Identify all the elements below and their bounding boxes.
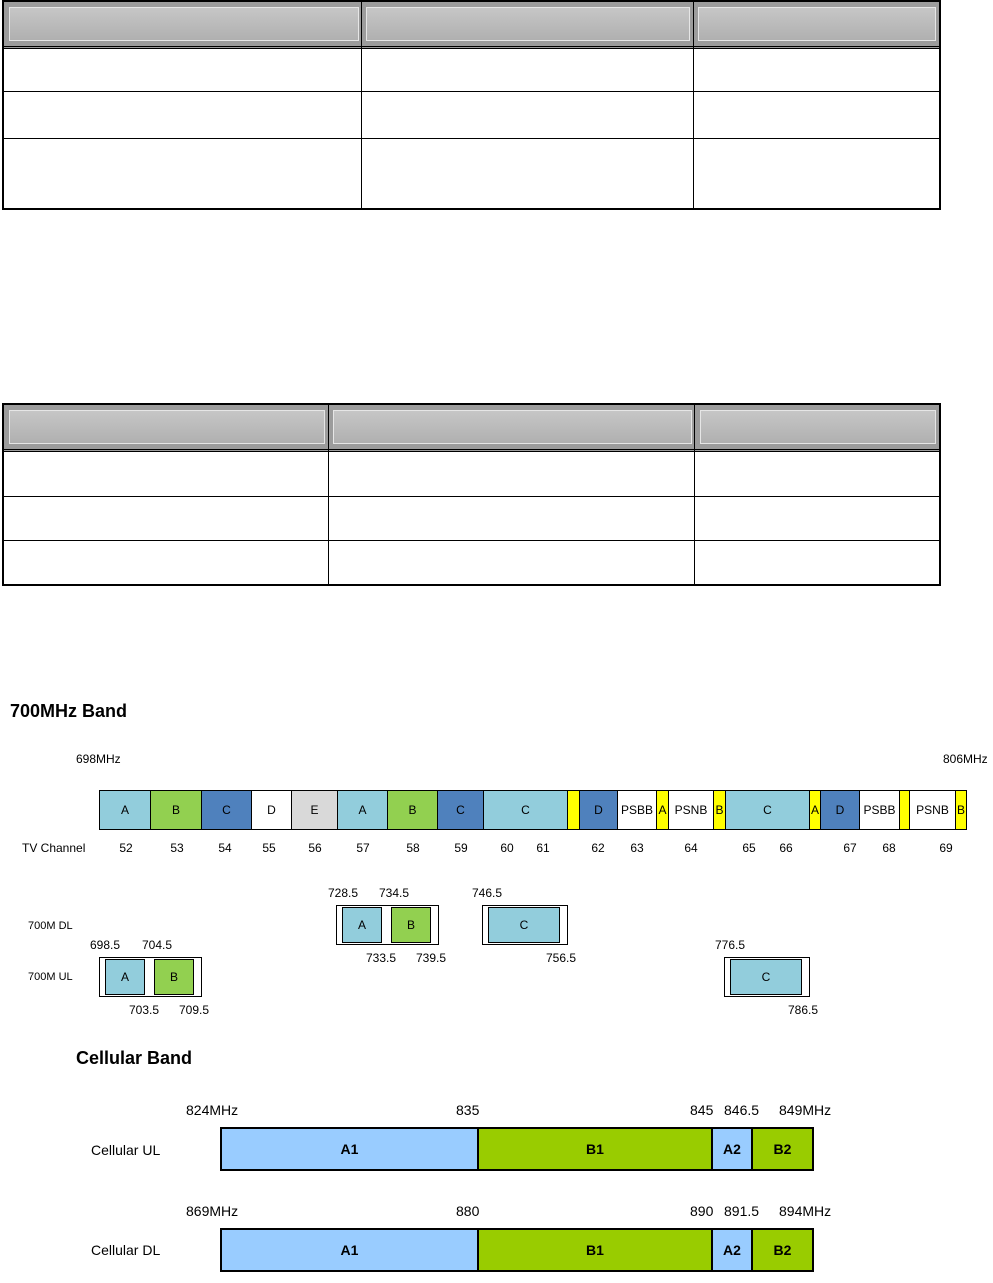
band-segment: A [100, 791, 151, 829]
cell-block: B1 [479, 1230, 713, 1270]
tv-channel-label: TV Channel [22, 841, 86, 855]
cell-block: B2 [753, 1129, 812, 1169]
cell-freq: 890 [690, 1203, 714, 1219]
ul-block-a: A [105, 959, 145, 995]
band-segment: D [580, 791, 618, 829]
band700-bar [99, 790, 967, 830]
cell-freq: 891.5 [724, 1203, 760, 1219]
table-header-row [4, 2, 939, 49]
channel-number: 55 [262, 841, 276, 855]
band-segment: E [292, 791, 338, 829]
cellular-title: Cellular Band [76, 1048, 193, 1068]
channel-number: 68 [882, 841, 896, 855]
column-divider [361, 2, 362, 208]
table-header-row [4, 405, 939, 452]
freq-label: 704.5 [142, 938, 173, 952]
band700-start-label: 698MHz [76, 752, 121, 766]
band-segment: A [338, 791, 388, 829]
cellular-ul-bar [220, 1127, 814, 1171]
dl-label: 700M DL [28, 920, 73, 932]
channel-number: 54 [218, 841, 232, 855]
header-cell [9, 410, 325, 444]
ul-block-c: C [730, 959, 802, 995]
band-segment [900, 791, 910, 829]
freq-label: 728.5 [328, 886, 359, 900]
empty-table-1 [2, 0, 941, 210]
channel-number: 69 [939, 841, 953, 855]
dl-block-c: C [488, 907, 560, 943]
band700-end-label: 806MHz [943, 752, 988, 766]
cell-freq: 894MHz [779, 1203, 832, 1219]
cell-freq: 824MHz [186, 1102, 239, 1118]
channel-number: 52 [119, 841, 133, 855]
freq-label: 746.5 [472, 886, 503, 900]
cellular-ul-label: Cellular UL [91, 1142, 161, 1158]
cell-freq: 846.5 [724, 1102, 760, 1118]
channel-number: 64 [684, 841, 698, 855]
cell-block: A2 [713, 1129, 753, 1169]
band-segment: C [438, 791, 484, 829]
band-segment: C [202, 791, 252, 829]
channel-number: 61 [536, 841, 550, 855]
row-divider [4, 496, 939, 497]
cell-freq: 845 [690, 1102, 714, 1118]
row-divider [4, 540, 939, 541]
freq-label: 734.5 [379, 886, 410, 900]
channel-number: 67 [843, 841, 857, 855]
channel-number: 57 [356, 841, 370, 855]
cell-block: A1 [222, 1129, 479, 1169]
ul-block-c-wrap [724, 957, 810, 997]
band-segment: B [151, 791, 202, 829]
channel-number: 66 [779, 841, 793, 855]
band-segment: PSBB [860, 791, 900, 829]
freq-label: 739.5 [416, 951, 447, 965]
band-segment: PSBB [618, 791, 657, 829]
freq-label: 756.5 [546, 951, 577, 965]
header-cell [700, 410, 936, 444]
cell-freq: 835 [456, 1102, 480, 1118]
channel-number: 56 [308, 841, 322, 855]
band-segment: C [484, 791, 568, 829]
band-segment: B [714, 791, 726, 829]
channel-number: 63 [630, 841, 644, 855]
freq-label: 703.5 [129, 1003, 160, 1017]
band-segment: B [388, 791, 438, 829]
band-segment: PSNB [910, 791, 956, 829]
channel-number: 62 [591, 841, 605, 855]
cell-block: A2 [713, 1230, 753, 1270]
cell-block: B2 [753, 1230, 812, 1270]
band-segment: C [726, 791, 810, 829]
dl-block-a: A [342, 907, 382, 943]
cell-block: A1 [222, 1230, 479, 1270]
column-divider [694, 405, 695, 584]
channel-number: 53 [170, 841, 184, 855]
freq-label: 776.5 [715, 938, 746, 952]
band700-title: 700MHz Band [10, 701, 128, 721]
cellular-dl-bar [220, 1228, 814, 1272]
band-segment: A [810, 791, 821, 829]
header-cell [333, 410, 692, 444]
band-segment: A [657, 791, 669, 829]
header-cell [698, 7, 936, 41]
freq-label: 733.5 [366, 951, 397, 965]
header-cell [366, 7, 690, 41]
ul-block-b: B [154, 959, 194, 995]
ul-block-ab [99, 957, 202, 997]
column-divider [328, 405, 329, 584]
empty-table-2 [2, 403, 941, 586]
cellular-dl-label: Cellular DL [91, 1242, 161, 1258]
band-segment [568, 791, 580, 829]
ul-label: 700M UL [28, 971, 73, 983]
dl-block-b: B [391, 907, 431, 943]
row-divider [4, 138, 939, 139]
cell-block: B1 [479, 1129, 713, 1169]
cell-freq: 880 [456, 1203, 480, 1219]
freq-label: 786.5 [788, 1003, 819, 1017]
cell-freq: 869MHz [186, 1203, 239, 1219]
channel-number: 65 [742, 841, 756, 855]
channel-number: 58 [406, 841, 420, 855]
band-segment: B [956, 791, 966, 829]
freq-label: 709.5 [179, 1003, 210, 1017]
dl-block-ab [336, 905, 439, 945]
cell-freq: 849MHz [779, 1102, 832, 1118]
freq-label: 698.5 [90, 938, 121, 952]
channel-number: 60 [500, 841, 514, 855]
band-segment: D [252, 791, 292, 829]
band-segment: D [821, 791, 860, 829]
column-divider [693, 2, 694, 208]
dl-block-c-wrap [482, 905, 568, 945]
band-segment: PSNB [669, 791, 714, 829]
row-divider [4, 91, 939, 92]
channel-number: 59 [454, 841, 468, 855]
header-cell [9, 7, 359, 41]
